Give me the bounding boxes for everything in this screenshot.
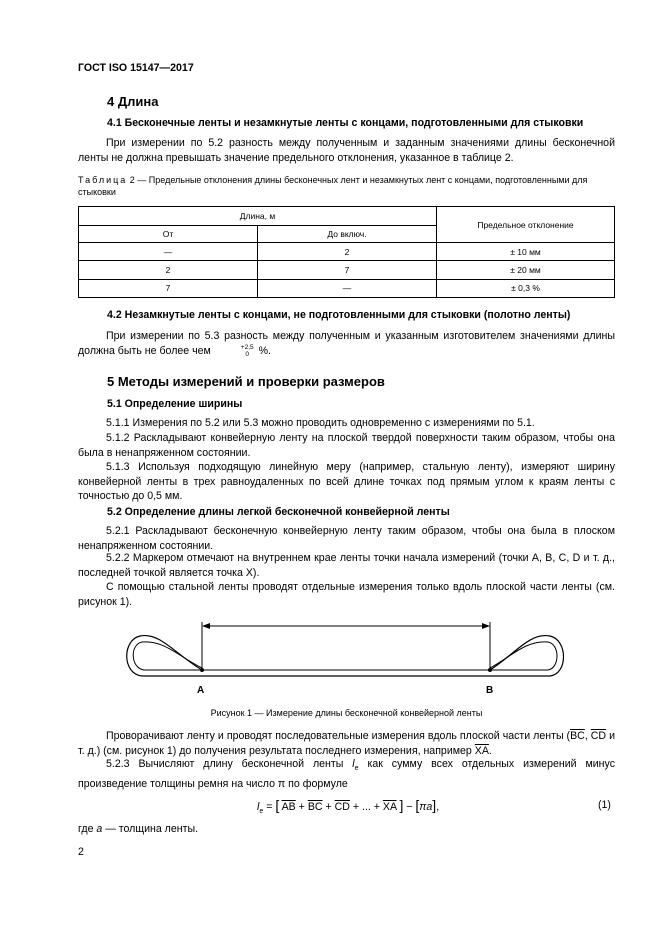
figure-1-caption: Рисунок 1 — Измерение длины бесконечной конвейерной ленты xyxy=(210,708,483,718)
section-4-1-title: 4.1 Бесконечные ленты и незамкнутые ленты с концами, подготовленными для стыковки xyxy=(107,117,584,129)
section-5-title: 5 Методы измерений и проверки размеров xyxy=(107,374,385,389)
table-header-length: Длина, м xyxy=(79,207,437,226)
tolerance-lower: 0 xyxy=(245,350,250,358)
where-clause xyxy=(78,822,198,837)
tolerance-unit: %. xyxy=(255,344,271,357)
arc-cd: $\overline{CD}$ xyxy=(590,730,607,742)
formula-lhs-subscript: e xyxy=(259,808,264,816)
formula-bc: $\overline{BC}$ xyxy=(307,801,323,813)
table-cell: 7 xyxy=(258,261,437,279)
table-cell: 7 xyxy=(79,279,258,297)
belt-inner-edge xyxy=(133,642,557,670)
point-a-marker xyxy=(200,668,204,672)
arc-xa: $\overline{XA}$ xyxy=(474,744,489,757)
arc-bc: $\overline{BC}$ xyxy=(570,730,585,742)
para-5-1-2: 5.1.2 Раскладывают конвейерную ленту на плоской твердой поверхности таким образом, чтобы она была в ненапряженном состоянии. xyxy=(78,432,615,459)
para-5-1-3: 5.1.3 Используя подходящую линейную меру (например, стальную ленту), измеряют ширину конвейерной ленты в трех равноудаленных по всей длине точках под прямым углом к краям ленты с точностью до 0,5 мм. xyxy=(78,461,615,503)
where-rest: — толщина ленты. xyxy=(102,823,199,835)
formula-pi-a: πa xyxy=(419,801,433,813)
section-5-2-title: 5.2 Определение длины легкой бесконечной конвейерной ленты xyxy=(107,506,450,518)
formula-lhs: l xyxy=(257,801,260,813)
para-5-2-2: 5.2.2 Маркером отмечают на внутреннем крае ленты точки начала измерений (точки А, В, С, D и т. д., последней точкой является точка Х). xyxy=(78,552,615,579)
where-text: где xyxy=(78,823,97,835)
table-cell: — xyxy=(258,279,437,297)
table-cell: ± 10 мм xyxy=(437,243,615,261)
var-l-subscript: e xyxy=(354,765,359,773)
formula-xa: $\overline{XA}$ xyxy=(382,801,397,813)
section-4-2-body: При измерении по 5.3 разность между полученным и указанным изготовителем значениями длины должна быть не более чем xyxy=(78,330,615,357)
para-5-1-1: 5.1.1 Измерения по 5.2 или 5.3 можно проводить одновременно с измерениями по 5.1. xyxy=(106,417,535,429)
tolerance-fraction xyxy=(213,344,254,358)
figure-label-a: A xyxy=(197,685,205,696)
document-header: ГОСТ ISO 15147—2017 xyxy=(78,62,194,74)
para-5-2-3-text-a: 5.2.3 Вычисляют длину бесконечной ленты xyxy=(106,758,353,770)
point-b-marker xyxy=(488,668,492,672)
after-figure-text-4: . xyxy=(488,744,492,757)
table-cell: 2 xyxy=(79,261,258,279)
arrow-left-icon xyxy=(202,623,210,629)
section-4-2-title: 4.2 Незамкнутые ленты с концами, не подготовленными для стыковки (полотно ленты) xyxy=(107,309,571,321)
after-figure-text-3: и т. д.) (см. рисунок 1) до получения результата последнего измерения, например xyxy=(78,730,615,757)
formula-ab: $\overline{AB}$ xyxy=(281,801,296,813)
table-header-deviation: Предельное отклонение xyxy=(437,207,615,243)
table-caption-word: Таблица xyxy=(78,175,128,185)
table-caption xyxy=(78,174,615,198)
table-2 xyxy=(78,206,615,298)
table-cell: ± 20 мм xyxy=(437,261,615,279)
para-5-2-2b: С помощью стальной ленты проводят отдельные измерения только вдоль плоской части ленты (см. рисунок 1). xyxy=(78,581,615,608)
formula-number: (1) xyxy=(598,799,611,811)
table-cell: — xyxy=(79,243,258,261)
table-caption-text: 2 — Предельные отклонения длины бесконечных лент и незамкнутых лент с концами, подготовленными для стыковки xyxy=(78,175,588,197)
section-4-2-text xyxy=(78,329,615,358)
where-var: a xyxy=(96,823,103,835)
table-cell: 2 xyxy=(258,243,437,261)
figure-label-b: B xyxy=(486,685,494,696)
para-5-2-3 xyxy=(78,757,615,791)
para-after-figure xyxy=(78,729,615,758)
para-5-2-1: 5.2.1 Раскладывают бесконечную конвейерную ленту таким образом, чтобы она была в плоском ненапряженном состоянии. xyxy=(78,525,615,552)
section-4-title: 4 Длина xyxy=(107,94,159,109)
after-figure-text-2: , xyxy=(584,730,588,742)
var-l: l xyxy=(352,758,355,770)
formula-cd: $\overline{CD}$ xyxy=(334,801,350,813)
table-row xyxy=(79,261,615,279)
section-5-1-title: 5.1 Определение ширины xyxy=(107,398,243,410)
para-5-2-3-text-b: как сумму всех отдельных измерений минус произведение толщины ремня на число π по формуле xyxy=(78,758,615,790)
section-4-1-text: При измерении по 5.2 разность между полученным и заданным значениями длины бесконечной ленты не должна превышать значение предельного отклонения, указанное в таблице 2. xyxy=(78,137,615,164)
table-row xyxy=(79,243,615,261)
table-header-to: До включ. xyxy=(258,226,437,243)
table-row xyxy=(79,279,615,297)
formula-1: $l_e$ = [ $\overline{AB} + \overline{BC} + \overline{CD}$ + ... + $\overline{XA}$ ] − [πa], xyxy=(257,797,440,816)
formula-dots: ... xyxy=(362,801,371,813)
arrow-right-icon xyxy=(482,623,490,629)
after-figure-text-1: Проворачивают ленту и проводят последовательные измерения вдоль плоской части ленты ( xyxy=(106,730,571,742)
page-number: 2 xyxy=(78,846,84,858)
figure-1-belt-diagram xyxy=(120,612,570,704)
table-header-from: От xyxy=(79,226,258,243)
tolerance-upper: +2,5 xyxy=(240,343,254,351)
table-cell: ± 0,3 % xyxy=(437,279,615,297)
formula-equals: = xyxy=(263,801,276,813)
